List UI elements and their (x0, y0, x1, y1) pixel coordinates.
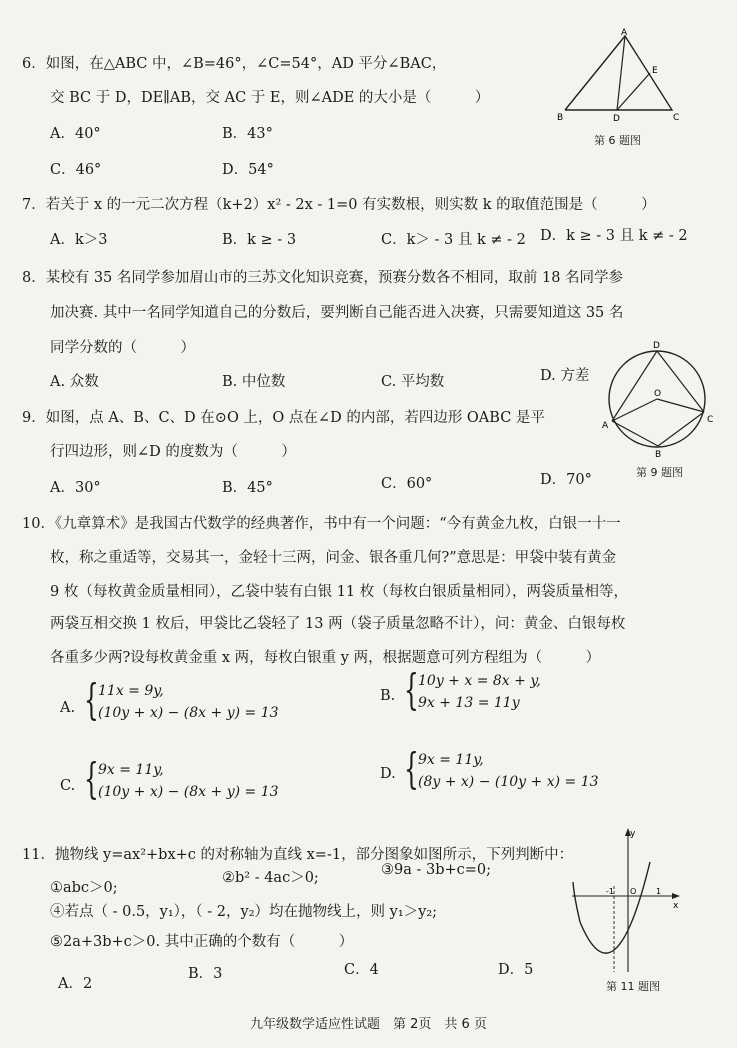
q6-triangle-figure (555, 28, 690, 123)
q10-option-c-label: C. (60, 778, 76, 794)
q9-option-d: D．70° (540, 472, 592, 488)
q10-option-c-eq2: (10y + x) − (8x + y) = 13 (98, 784, 279, 800)
q7-line1: 7．若关于 x 的一元二次方程（k+2）x² - 2x - 1=0 有实数根，则实数 k 的取值范围是（ ） (22, 197, 656, 213)
q11-option-b: B．3 (188, 966, 223, 982)
q11-option-c: C．4 (344, 962, 379, 978)
q8-line1: 8．某校有 35 名同学参加眉山市的三苏文化知识竞赛，预赛分数各不相同，取前 18 名同学参 (22, 270, 624, 286)
q9-line2: 行四边形，则∠D 的度数为（ ） (50, 444, 296, 460)
page-footer: 九年级数学适应性试题 第 2页 共 6 页 (250, 1017, 487, 1032)
q10-line1: 10．《九章算术》是我国古代数学的经典著作，书中有一个问题：“今有黄金九枚，白银一十一 (22, 516, 621, 532)
q11-label-y: y (630, 829, 636, 839)
q6-label-d: D (613, 114, 620, 123)
q10-line3: 9 枚（每枚黄金质量相同），乙袋中装有白银 11 枚（每枚白银质量相同），两袋质量相等， (50, 584, 628, 600)
q6-label-b: B (557, 113, 564, 123)
q10-option-a-label: A. (60, 700, 76, 716)
q6-line1: 6．如图，在△ABC 中，∠B=46°，∠C=54°，AD 平分∠BAC， (22, 56, 447, 72)
q6-option-b: B．43° (222, 126, 273, 142)
q9-option-c: C．60° (381, 476, 433, 492)
q9-label-a: A (602, 421, 609, 431)
q6-line2: 交 BC 于 D，DE∥AB，交 AC 于 E，则∠ADE 的大小是（ ） (50, 90, 490, 106)
q6-option-d: D．54° (222, 162, 274, 178)
q10-option-a-eq1: 11x = 9y, (98, 683, 164, 699)
q10-line2: 枚，称之重适等，交易其一，金轻十三两，问金、银各重几何?”意思是：甲袋中装有黄金 (50, 550, 617, 566)
q10-option-d-eq2: (8y + x) − (10y + x) = 13 (418, 774, 599, 790)
q6-option-a: A．40° (50, 126, 101, 142)
q9-caption: 第 9 题图 (636, 466, 683, 479)
q9-label-b: B (655, 450, 662, 460)
q11-option-d: D．5 (498, 962, 534, 978)
q6-label-e: E (652, 66, 658, 76)
q9-label-c: C (707, 415, 714, 425)
q6-option-c: C．46° (50, 162, 102, 178)
q8-line2: 加决赛. 其中一名同学知道自己的分数后，要判断自己能否进入决赛，只需要知道这 35 名 (50, 305, 624, 321)
q11-label-x: x (673, 901, 679, 911)
q11-label-neg1: -1 (606, 887, 614, 896)
q10-line4: 两袋互相交换 1 枚后，甲袋比乙袋轻了 13 两（袋子质量忽略不计），问：黄金、白银每枚 (50, 616, 626, 632)
q7-option-d: D．k ≥ - 3 且 k ≠ - 2 (540, 228, 688, 244)
q6-caption: 第 6 题图 (594, 134, 641, 147)
q7-option-a: A．k＞3 (50, 232, 108, 248)
q11-item3: ③9a - 3b+c=0; (381, 862, 492, 878)
q9-option-b: B．45° (222, 480, 273, 496)
q11-caption: 第 11 题图 (606, 980, 660, 993)
q9-line1: 9．如图，点 A、B、C、D 在⊙O 上，O 点在∠D 的内部，若四边形 OABC 是平 (22, 410, 545, 426)
q10-option-d-label: D. (380, 766, 396, 782)
q8-option-b: B. 中位数 (222, 374, 286, 390)
q8-option-c: C. 平均数 (381, 374, 445, 390)
q11-item5: ⑤2a+3b+c＞0. 其中正确的个数有（ ） (50, 934, 354, 950)
q9-label-o: O (654, 389, 662, 399)
exam-page: 6．如图，在△ABC 中，∠B=46°，∠C=54°，AD 平分∠BAC， 交 BC 于 D，DE∥AB，交 AC 于 E，则∠ADE 的大小是（ ） A．40° B．43° C．46° D．54° A B C D E 第 6 题图 7．若关于 x 的一元二次方程（k+2）x² - 2x - 1=0 有实数根，则实数 k 的取值范围是（ ） A．k＞3 B．k ≥ - 3 C．k＞ - 3 且 k ≠ - 2 D．k ≥ - 3 且 k ≠ - 2 8．某校有 35 名同学参加眉山市的三苏文化知识竞赛，预赛分数各不相同，取前 18 名同学参 加决赛. 其中一名同学知道自己的分数后，要判断自己能否进入决赛，只需要知道这 35 名 同学分数的（ ） A. 众数 B. 中位数 C. 平均数 D. 方差 9．如图，点 A、B、C、D 在⊙O 上，O 点在∠D 的内部，若四边形 OABC 是平 行四边形，则∠D 的度数为（ ） A．30° B．45° C．60° D．70° D O A C B 第 9 题图 10．《九章算术》是我国古代数学的经典著作，书中有一个问题：“今有黄金九枚，白银一十一 枚，称之重适等，交易其一，金轻十三两，问金、银各重几何?”意思是：甲袋中装有黄金 9 枚（每枚黄金质量相同），乙袋中装有白银 11 枚（每枚白银质量相同），两袋质量相等， 两袋互相交换 1 枚后，甲袋比乙袋轻了 13 两（袋子质量忽略不计），问：黄金、白银每枚 各重多少两?设每枚黄金重 x 两，每枚白银重 y 两，根据题意可列方程组为（ ） A. { 11x = 9y, (10y + x) − (8x + y) = 13 B. { 10y + x = 8x + y, 9x + 13 = 11y C. { 9x = 11y, (10y + x) − (8x + y) = 13 D. { 9x = 11y, (8y + x) − (10y + x) = 13 11．抛物线 y=ax²+bx+c 的对称轴为直线 x=-1，部分图象如图所示，下列判断中： ①abc＞0; ②b² - 4ac＞0; ③9a - 3b+c=0; ④若点（ - 0.5，y₁），（ - 2，y₂）均在抛物线上，则 y₁＞y₂; ⑤2a+3b+c＞0. 其中正确的个数有（ ） A．2 B．3 C．4 D．5 y x -1 O 1 第 11 题图 九年级数学适应性试题 第 2页 共 6 页 (0, 0, 737, 1048)
q11-parabola-figure (570, 826, 682, 974)
q6-label-a: A (621, 28, 628, 38)
q10-option-b-label: B. (380, 688, 396, 704)
q10-option-b-eq1: 10y + x = 8x + y, (418, 673, 541, 689)
q9-circle-figure (600, 336, 720, 460)
q8-option-d: D. 方差 (540, 368, 590, 384)
q11-item2: ②b² - 4ac＞0; (222, 870, 319, 886)
q7-option-b: B．k ≥ - 3 (222, 232, 297, 248)
q8-line3: 同学分数的（ ） (50, 340, 195, 356)
q11-label-o: O (630, 887, 637, 896)
q7-option-c: C．k＞ - 3 且 k ≠ - 2 (381, 232, 526, 248)
q10-option-a-eq2: (10y + x) − (8x + y) = 13 (98, 705, 279, 721)
q9-label-d: D (653, 341, 660, 351)
q6-label-c: C (673, 113, 680, 123)
q10-option-d-eq1: 9x = 11y, (418, 752, 484, 768)
q8-option-a: A. 众数 (50, 374, 99, 390)
q11-item4: ④若点（ - 0.5，y₁），（ - 2，y₂）均在抛物线上，则 y₁＞y₂; (50, 904, 438, 920)
q11-option-a: A．2 (58, 976, 93, 992)
q11-line1: 11．抛物线 y=ax²+bx+c 的对称轴为直线 x=-1，部分图象如图所示，下列判断中： (22, 847, 574, 863)
q11-label-1: 1 (656, 887, 662, 896)
q10-option-c-eq1: 9x = 11y, (98, 762, 164, 778)
q11-item1: ①abc＞0; (50, 880, 118, 896)
q10-option-b-eq2: 9x + 13 = 11y (418, 695, 520, 711)
q10-line5: 各重多少两?设每枚黄金重 x 两，每枚白银重 y 两，根据题意可列方程组为（ ） (50, 650, 601, 666)
q9-option-a: A．30° (50, 480, 101, 496)
